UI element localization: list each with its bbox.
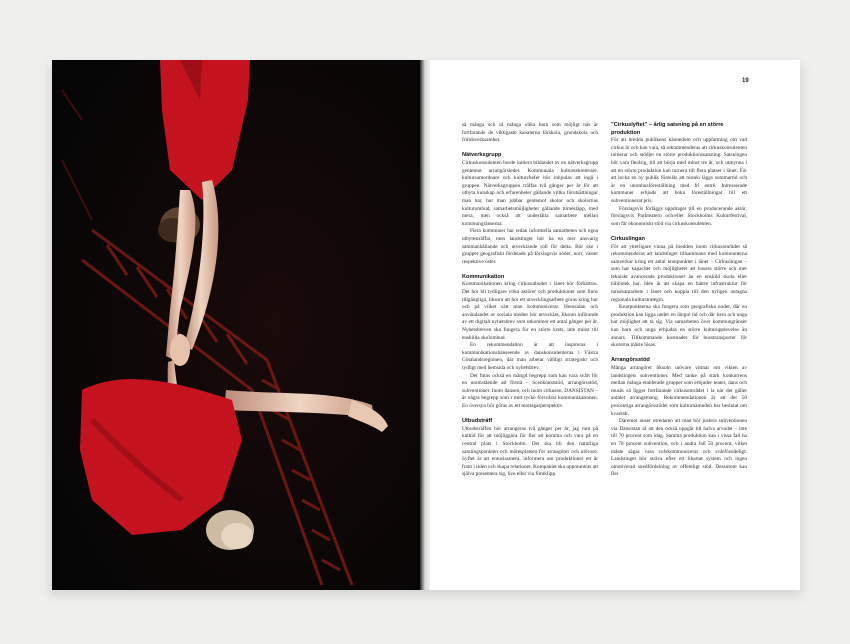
heading-cirkuslyftet: ”Cirkuslyftet” – årlig satsning på en större produktion [611,122,724,136]
aerial-acrobats-photo [52,60,422,590]
intro-paragraph: så många och så många olika barn som möjligt nås är fortfarande de viktigaste kanalerna förskola, grundskola och fritidsverksamhet. [462,122,598,144]
left-page-photo [52,60,422,590]
text-column-left [462,122,598,479]
paragraph: Kommunikationen kring cirkusutbudet i länet bör förbättras. Det bör bli tydligare vilka aktörer och produktioner som finns tillgängliga, liksom att bör ett utvecklingsarbete göras kring hur och på vilket sätt man kommunicerar. Hemsidan och användandet av sociala medier bör utvecklas, liksom införande av ett digitalt nyhetsbrev som utkommer ett antal gånger per år. Nyhetsbreven ska fungera för en större krets, inte minst till enskilda skolombud. [462,281,598,341]
paragraph: För att bredda publikens kännedom och uppfattning om vad cirkus är och kan vara, så rekommenderas att cirkuskonsulenten initierar och stödjer en större produktionssatsning. Satsningen bör vara flerårig, till att börja med minst tre år, och utmynna i att en större produktion kan turnera till flera platser i länet. För att locka en ny publik föreslås att turnén läggs sommartid och är en utomhusföreställning med fri entré. Intresserade kommuner erbjuds att boka föreställningar till ett subventionerat pris. [611,137,747,204]
paragraph: En rekommendation är att inspireras i kommunikationshänseende av danskonsulenterna i Västra Götalandsregionen, där man arbetar väldigt strategiskt och tydligt med hemsida och nyhetsbrev. [462,342,598,371]
paragraph: Knutpunkterna ska fungera som geografiska noder, där en produktion kan ligga under en längre tid och där barn och unga har möjlighet att ta sig. Via samarbeten över kommungränser kan barn och unga erbjudas en större kulturupplevelse än annars. Tillkommande kostnader för busstransporter för skolorna måste lösas. [611,304,747,349]
paragraph: Cirkuskonsulenten borde initiera bildandet av en nätverksgrupp gentemot arrangörsledet. Kommunala kultursekreterare, kultursamordnare och kulturchefer bör inbjudas att ingå i gruppen. Nätverksgruppen träffas två gånger per år för att utbyta kunskap och erfarenheter gällande villka förutsättningar man har, hur man jobbar gentemot skolor och skolornas kulturombud, samarbetsmöjligheter gällande turnésläpp, med mera, men också att underlätta samarbete mellan kommungränserna. [462,159,598,227]
right-page-text [430,60,800,590]
heading-utbudstraff: Utbudsträff [462,418,493,425]
heading-arrangorsstod: Arrangörsstöd [611,357,650,364]
heading-natverksgrupp: Nätverksgrupp [462,152,502,159]
paragraph: Däremot anser utredaren att man bör justera subventionen via Dansistan så att den också uppgår till halva arvodet – inte till 70 procent som idag. Samma produktion kan i vissa fall ha en 70 procent subvention, och i andra fall 50 procent, vilket måste sägas vara svårkommunicerat och svårförståeligt. Landstinget bör sträva efter ett likartat system och ingen omotiverad snedfördelning av offentligt stöd. Dessutom kan fler [611,418,747,478]
open-brochure [52,60,800,590]
heading-cirkuslingan: Cirkuslingan [611,235,645,242]
paragraph: Förslagsvis förläggs uppdraget till en producerande aktör, förslagsvis Parkteatern och/eller Stockholms Kulturfestival, som får ekonomiskt stöd via cirkuskonsulenten. [611,205,747,227]
page-number: 19 [742,78,749,84]
text-column-right [611,122,747,479]
paragraph: För att ytterligare vinna på bredden inom cirkusområdet så rekommenderas att landstinget tillsammans med kommunerna samverkar kring ett antal knutpunkter i länet – Cirkuslingan – som har kapacitet och möjligheter att huserа större och mer tekniskt avancerade produktioner än en enskild skola eller bibliotek har. Idén är att skapa en bättre infrastruktur för turnésamarbete i länet och koppla till den nyligen antagna regionala kulturstrategin. [611,243,747,303]
heading-kommunikation: Kommunikation [462,273,505,280]
paragraph: Det finns också en mängd begrepp som kan vara svårt för en utomstående att förstå – Scenkonststöd, arrangörsstöd, subventioner. Inom dansen, och inom cirkusen, DANSISTAN – är några begrepp som i mitt tycke försvårar kommunikationen. En översyn bör göras av ett mottagarperspektiv. [462,372,598,409]
paragraph: Flera kommuner har redan informella samarbeten och egna utbytesträffar, men landstinget bör ha en mer ansvarig sammanhållande och utvecklande roll för detta. Bör ske i grupper geografiskt fördelade på förslagsvis söder, norr, väster respektive öster. [462,228,598,265]
paragraph: Utbudsträffen bör arrangeras två gånger per år, jag rum på kalltid för att möjliggöra för fler att komma och vara på en central plats i Stockholm. Det ska bli den naturliga samlingspunkten och mötesplatsen för arrangörer och utövare. Syftet är att entusiasmera, informera om produktioner ett år fram i tiden och skapa relationer. Kompaniet ska uppmuntras att själva presentera sig, live eller via filmklipp. [462,425,598,478]
paragraph: Många arrangörer liksom utövare vittnar om vikten av landstingets subventioner. Med tanke på stark konkurrens mellan många etablerade grupper som erbjuder teater, dans och musik så ligger fortfarande cirkusområdet i la när det gäller antalet arrangemang. Rekommendationen är att det 50 procentiga arrangörsstödet som kulturnämnden har beslutat om kvarstår. [611,365,747,417]
